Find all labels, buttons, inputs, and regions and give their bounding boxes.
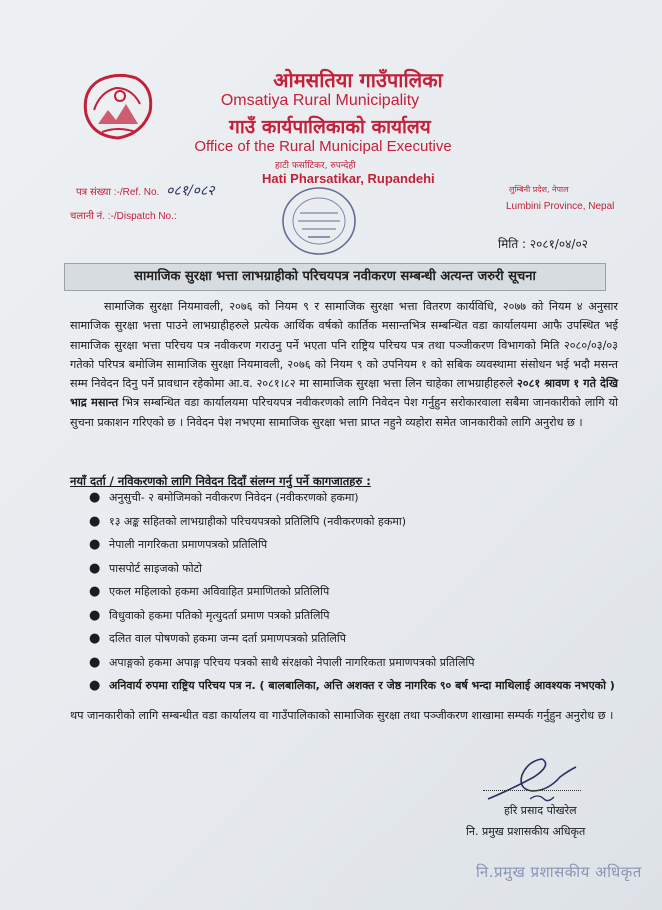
bullet-icon: ● [89, 607, 101, 623]
address-nepali: हाटी फर्साटिकर, रुपन्देही [275, 161, 356, 171]
list-item: ● एकल महिलाको हकमा अविवाहित प्रमाणितको प्रतिलिपि [89, 584, 330, 599]
reference-value: ०८१/०८२ [166, 183, 215, 199]
required-documents-heading: नयाँ दर्ता / नविकरणको लागि निवेदन दिदाँ संलग्न गर्नु पर्ने कागजातहरु : [70, 474, 371, 488]
bullet-icon: ● [89, 513, 101, 529]
closing-paragraph: थप जानकारीको लागि सम्बन्धीत वडा कार्यालय वा गाउँपालिकाको सामाजिक सुरक्षा तथा पञ्जीकरण शाखामा सम्पर्क गर्नुहुन अनुरोध छ । [70, 709, 614, 722]
notice-body-paragraph [70, 297, 618, 432]
list-item: ● अनुसुची- २ बमोजिमको नवीकरण निवेदन (नवीकरणको हकमा) [89, 490, 359, 505]
body-text-bold-dates: २०८१ श्रावण १ गते देखि भाद्र मसान्त [70, 377, 618, 410]
date-value: २०८१/०४/०२ [529, 237, 588, 251]
date-label: मिति : [498, 237, 527, 251]
municipality-name-nepali: ओमसतिया गाउँपालिका [273, 68, 443, 92]
office-name-english: Office of the Rural Municipal Executive [194, 138, 452, 155]
bullet-icon: ● [89, 631, 101, 646]
list-item: ● विधुवाको हकमा पतिको मृत्युदर्ता प्रमाण पत्रको प्रतिलिपि [89, 607, 330, 623]
municipality-name-english: Omsatiya Rural Municipality [220, 92, 420, 109]
signatory-name: हरि प्रसाद पोखरेल [504, 804, 577, 817]
bullet-icon: ● [89, 490, 101, 505]
body-text-part1: सामाजिक सुरक्षा नियमावली, २०७६ को नियम ९ र सामाजिक सुरक्षा भत्ता वितरण कार्यविधि, २०७७ को नियम ४ अनुसार सामाजिक सुरक्षा भत्ता पाउने लाभग्राहीहरुले प्रत्येक आर्थिक वर्षको कार्तिक मसान्तभित्र सम्बन्धित वडा कार्यालयमा आफै उपस्थित भई सामाजिक सुरक्षा भत्ता परिचय पत्र नवीकरण गराउनु पर्ने भएता पनि राष्ट्रिय परिचय पत्र तथा पञ्जीकरण विभागको मिति २०८०/०३/०३ गतेको परिपत्र बमोजिम सामाजिक सुरक्षा नियमावली, २०७६ को नियम ९ को उपनियम १ को सबिक व्यवस्थामा संसोधन भई भदौ मसन्त सम्म निवेदन दिनु पर्ने प्रावधान रहेकोमा आ.व. २०८१।८२ मा सामाजिक सुरक्षा भत्ता लिन चाहेका लाभग्राहीहरुले [70, 300, 618, 391]
address-english: Hati Pharsatikar, Rupandehi [262, 171, 435, 186]
notice-subject: सामाजिक सुरक्षा भत्ता लाभग्राहीको परिचयपत्र नवीकरण सम्बन्धी अत्यन्त जरुरी सूचना [64, 263, 606, 291]
signature-line [483, 790, 581, 791]
letter-date [498, 235, 588, 252]
office-seal-stamp-icon [278, 183, 360, 259]
list-item: ● अनिवार्य रुपमा राष्ट्रिय परिचय पत्र न. ( बालबालिका, अत्ति अशक्त र जेष्ठ नागरिक ९० बर्ष भन्दा माथिलाई आवश्यक नभएको ) [89, 678, 615, 693]
bullet-icon: ● [89, 678, 101, 693]
office-name-nepali: गाउँ कार्यपालिकाको कार्यालय [229, 116, 431, 138]
list-item: ● पासपोर्ट साइजको फोटो [89, 560, 203, 576]
bullet-icon: ● [89, 560, 101, 576]
reference-number [76, 181, 215, 200]
list-item: ● अपाङ्गको हकमा अपाङ्ग परिचय पत्रको साथै संरक्षको नेपाली नागरिकता प्रमाणपत्रको प्रतिलिपि [89, 654, 475, 670]
list-item: ● नेपाली नागरिकता प्रमाणपत्रको प्रतिलिपि [89, 537, 268, 552]
required-documents-list [87, 490, 617, 718]
province-nepali: लुम्बिनी प्रदेश, नेपाल [509, 185, 569, 194]
list-item: ● दलित वाल पोषणको हकमा जन्म दर्ता प्रमाणपत्रको प्रतिलिपि [89, 631, 346, 646]
bullet-icon: ● [89, 537, 101, 552]
body-text-part2: भित्र सम्बन्धित वडा कार्यालयमा परिचयपत्र नवीकरणको लागि निवेदन पेश गर्नुहुन सरोकारवाला सबैमा जानकारीको लागि यो सुचना प्रकाशन गरिएको छ । निवेदन पेश नभएमा सामाजिक सुरक्षा भत्ता प्राप्त नहुने व्यहोरा समेत जानकारीको लागि अनुरोध छ । [70, 396, 619, 429]
dispatch-number-label: चलानी नं. :-/Dispatch No.: [70, 211, 177, 222]
bullet-icon: ● [89, 584, 101, 599]
designation-stamp: नि.प्रमुख प्रशासकीय अधिकृत [476, 863, 642, 881]
reference-label: पत्र संख्या :-/Ref. No. [76, 187, 160, 198]
province-english: Lumbini Province, Nepal [506, 201, 615, 212]
list-item: ● १३ अङ्क सहितको लाभग्राहीको परिचयपत्रको प्रतिलिपि (नवीकरणको हकमा) [89, 513, 406, 529]
municipality-emblem-icon [80, 70, 156, 142]
signatory-title: नि. प्रमुख प्रशासकीय अधिकृत [466, 825, 586, 838]
bullet-icon: ● [89, 654, 101, 670]
